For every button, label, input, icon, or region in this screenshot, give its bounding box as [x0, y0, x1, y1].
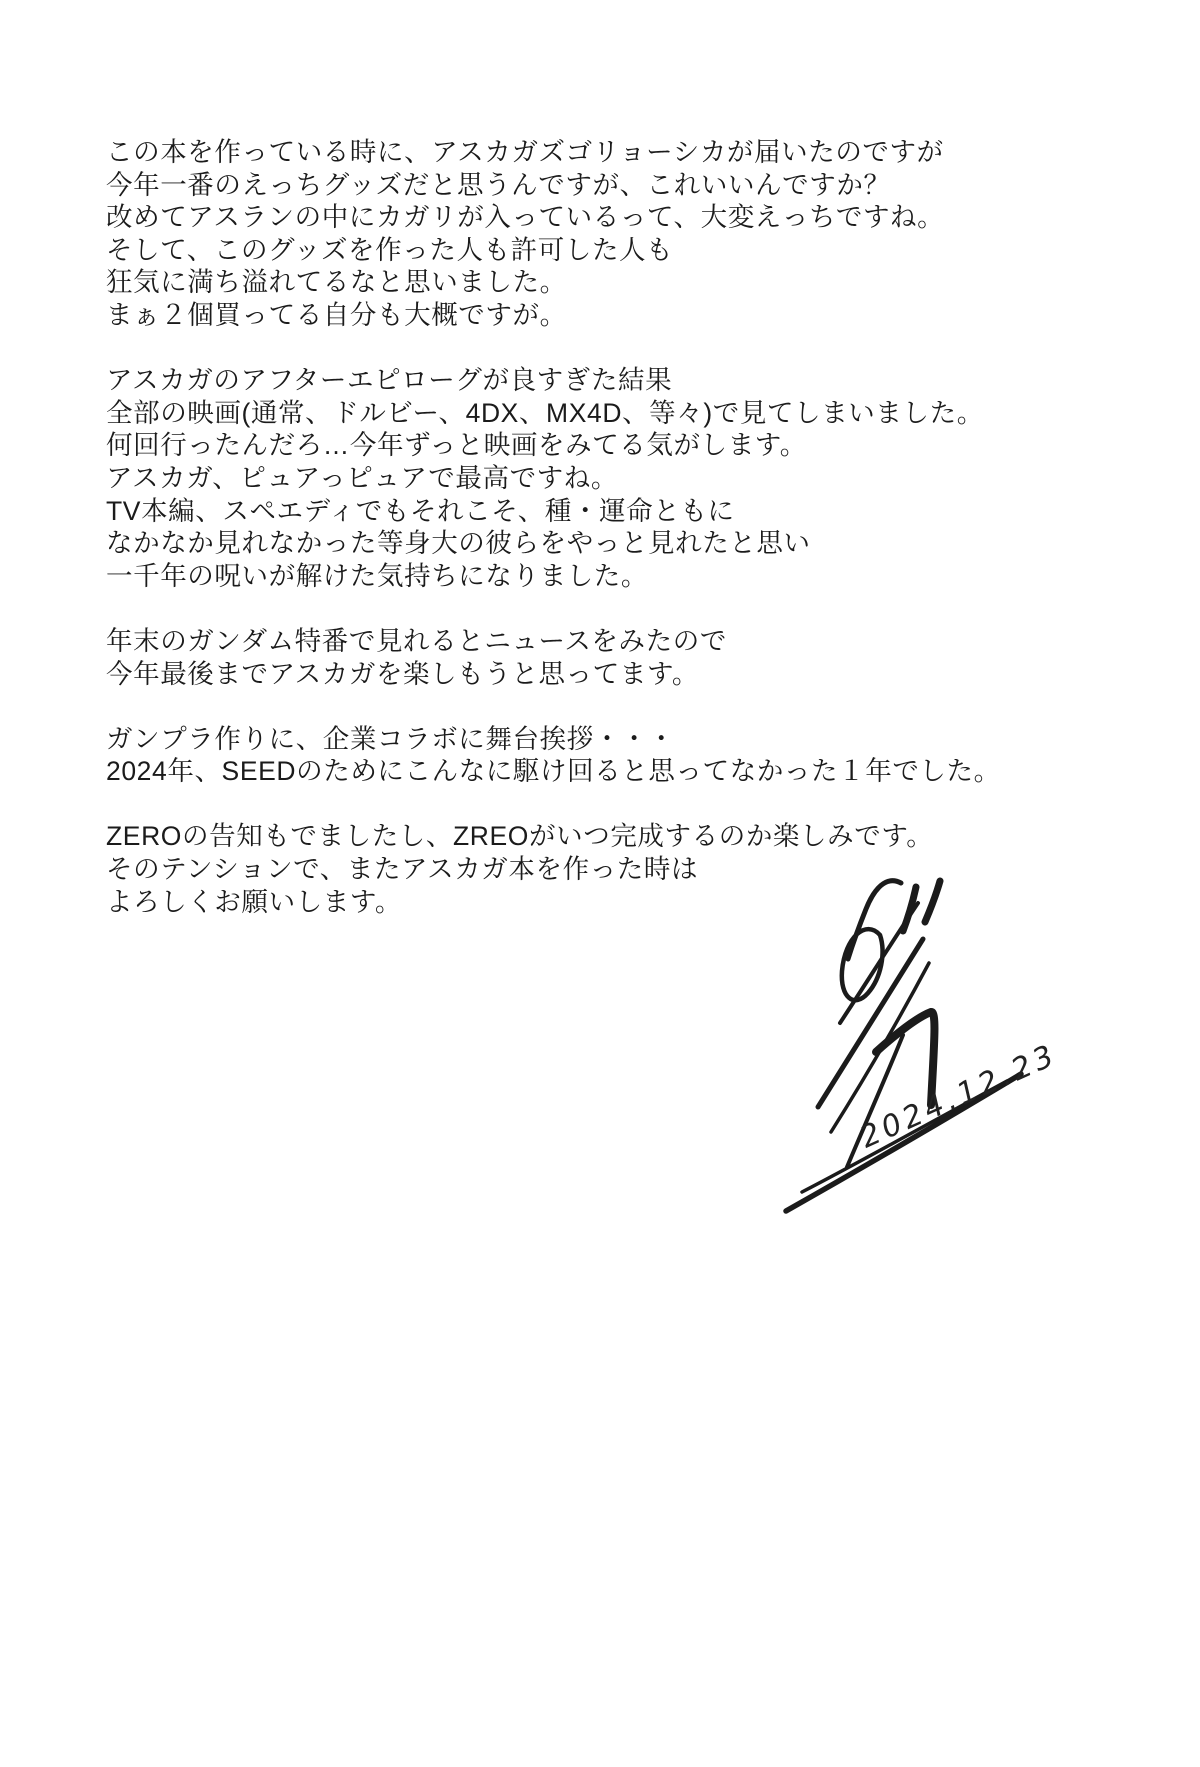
paragraph: [106, 364, 984, 592]
afterword-text: [106, 136, 1001, 951]
text-line: この本を作っている時に、アスカガズゴリョーシカが届いたのですが: [106, 137, 944, 167]
text-line: 2024年、SEEDのためにこんなに駆け回ると思ってなかった１年でした。: [106, 756, 1001, 787]
text-line: まぁ２個買ってる自分も大概ですが。: [106, 299, 567, 330]
text-line: ガンプラ作りに、企業コラボに舞台挨拶・・・: [106, 723, 676, 754]
text-line: なかなか見れなかった等身大の彼らをやっと見れたと思い: [106, 528, 811, 559]
paragraph: [106, 136, 966, 332]
text-line: 今年一番のえっちグッズだと思うんですが、これいいんですか？: [106, 169, 891, 200]
text-line: 年末のガンダム特番で見れるとニュースをみたので: [106, 625, 727, 656]
text-line: 何回行ったんだろ…今年ずっと映画をみてる気がします。: [106, 430, 807, 461]
paragraph: [106, 723, 1001, 788]
text-line: そして、このグッズを作った人も許可した人も: [106, 234, 674, 265]
text-line: 全部の映画(通常、ドルビー、4DX、MX4D、等々)で見てしまいました。: [106, 397, 984, 428]
text-line: TV本編、スペエディでもそれこそ、種・運命ともに: [106, 495, 735, 526]
paragraph: [106, 625, 966, 690]
text-line: 一千年の呪いが解けた気持ちになりました。: [106, 560, 648, 591]
text-line: そのテンションで、またアスカガ本を作った時は: [106, 854, 699, 885]
text-line: 改めてアスランの中にカガリが入っているって、大変えっちですね。: [106, 202, 945, 233]
text-line: アスカガ、ピュアっピュアで最高ですね。: [106, 462, 618, 493]
signature-strokes: [690, 845, 1050, 1225]
text-line: ZEROの告知もでましたし、ZREOがいつ完成するのか楽しみです。: [106, 821, 934, 852]
signature-date: 2024.12.23: [854, 1037, 1063, 1156]
text-line: アスカガのアフターエピローグが良すぎた結果: [106, 365, 673, 396]
handwritten-signature: [690, 845, 1050, 1225]
text-line: 狂気に満ち溢れてるなと思いました。: [106, 267, 567, 298]
text-line: よろしくお願いします。: [106, 886, 402, 917]
text-line: 今年最後までアスカガを楽しもうと思ってます。: [106, 658, 700, 689]
